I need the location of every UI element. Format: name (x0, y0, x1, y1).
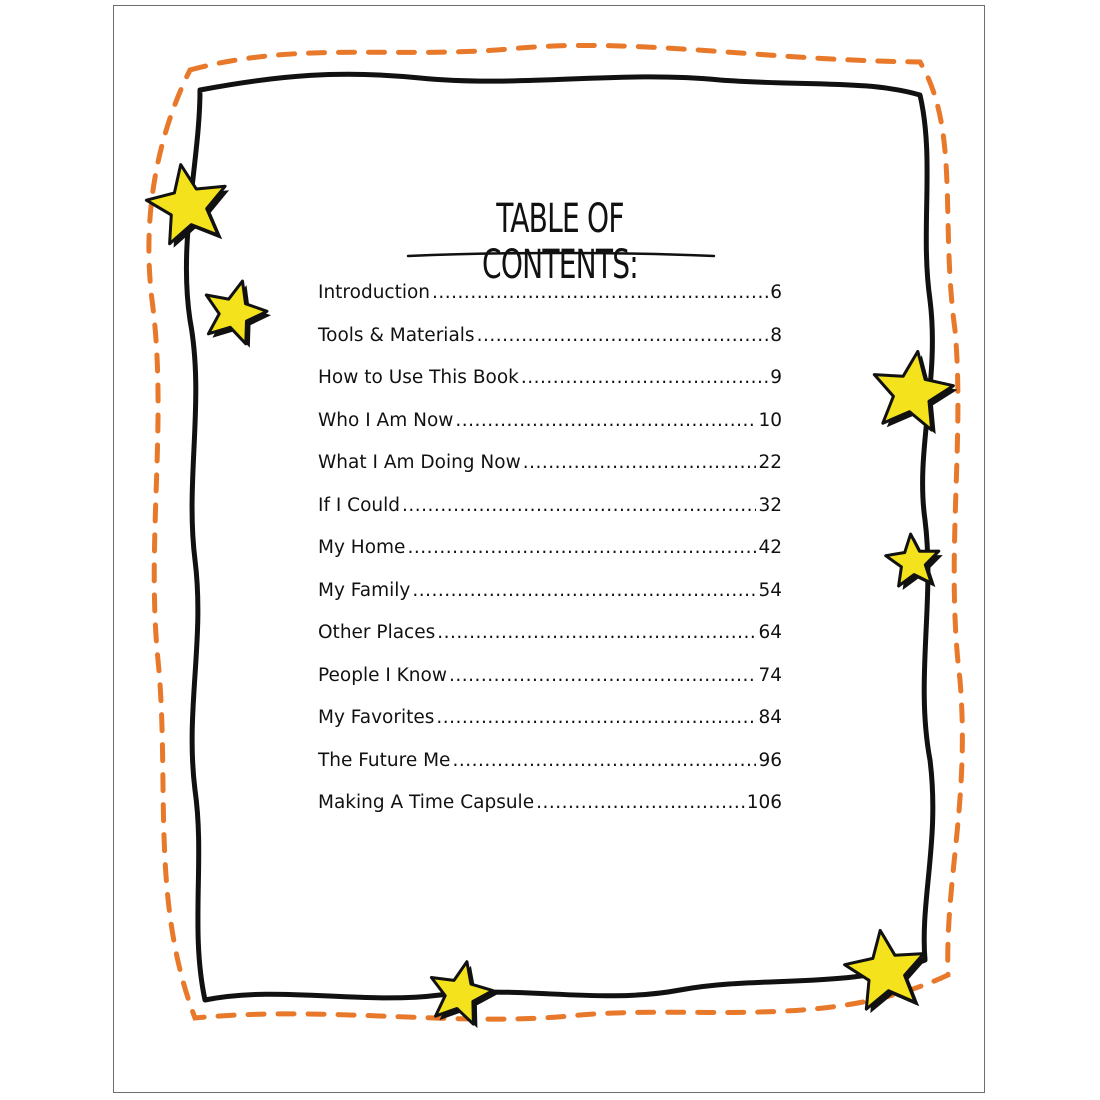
toc-dot-leader (436, 707, 756, 728)
toc-entry-title: Making A Time Capsule (318, 792, 535, 813)
toc-entry-title: My Family (318, 579, 411, 601)
table-of-contents (318, 282, 782, 835)
toc-entry-page: 84 (758, 707, 782, 728)
toc-entry (318, 707, 782, 750)
toc-entry-title: Other Places (318, 622, 436, 643)
toc-entry (318, 537, 782, 580)
toc-entry-page: 64 (758, 622, 782, 643)
toc-entry-page: 8 (770, 324, 782, 346)
toc-entry (318, 750, 782, 793)
toc-entry (318, 580, 782, 623)
toc-dot-leader (477, 325, 769, 346)
toc-entry-page: 9 (770, 367, 782, 388)
toc-dot-leader (521, 367, 768, 388)
toc-dot-leader (437, 622, 756, 643)
toc-dot-leader (402, 495, 756, 516)
toc-entry-page: 6 (770, 282, 782, 303)
toc-dot-leader (452, 750, 756, 771)
toc-entry-title: People I Know (318, 664, 447, 686)
toc-entry-title: How to Use This Book (318, 367, 519, 388)
toc-entry-title: Introduction (318, 282, 431, 303)
toc-entry (318, 622, 782, 665)
toc-entry (318, 665, 782, 708)
toc-entry-title: My Home (318, 537, 406, 558)
toc-entry-title: Tools & Materials (318, 324, 475, 346)
toc-entry (318, 325, 782, 368)
toc-entry-page: 74 (758, 664, 782, 686)
toc-entry-page: 32 (758, 494, 782, 516)
toc-entry-page: 42 (758, 537, 782, 558)
toc-dot-leader (536, 792, 745, 813)
toc-entry-page: 106 (746, 792, 782, 813)
toc-entry (318, 367, 782, 410)
toc-dot-leader (455, 410, 756, 431)
toc-entry (318, 410, 782, 453)
toc-entry-page: 10 (758, 409, 782, 431)
toc-entry (318, 282, 782, 325)
toc-entry (318, 792, 782, 835)
toc-entry-page: 96 (758, 749, 782, 771)
toc-entry-title: If I Could (318, 494, 401, 516)
toc-entry-title: What I Am Doing Now (318, 452, 521, 473)
toc-entry-title: Who I Am Now (318, 409, 454, 431)
page-title: TABLE OF CONTENTS: (482, 196, 638, 288)
toc-entry-page: 22 (758, 452, 782, 473)
toc-entry-title: My Favorites (318, 707, 435, 728)
toc-entry-page: 54 (758, 579, 782, 601)
toc-dot-leader (523, 452, 757, 473)
toc-entry-title: The Future Me (318, 749, 451, 771)
toc-dot-leader (449, 665, 756, 686)
toc-dot-leader (432, 282, 768, 303)
toc-entry (318, 452, 782, 495)
toc-dot-leader (407, 537, 756, 558)
star-icon (874, 351, 953, 430)
toc-entry (318, 495, 782, 538)
toc-dot-leader (412, 580, 756, 601)
